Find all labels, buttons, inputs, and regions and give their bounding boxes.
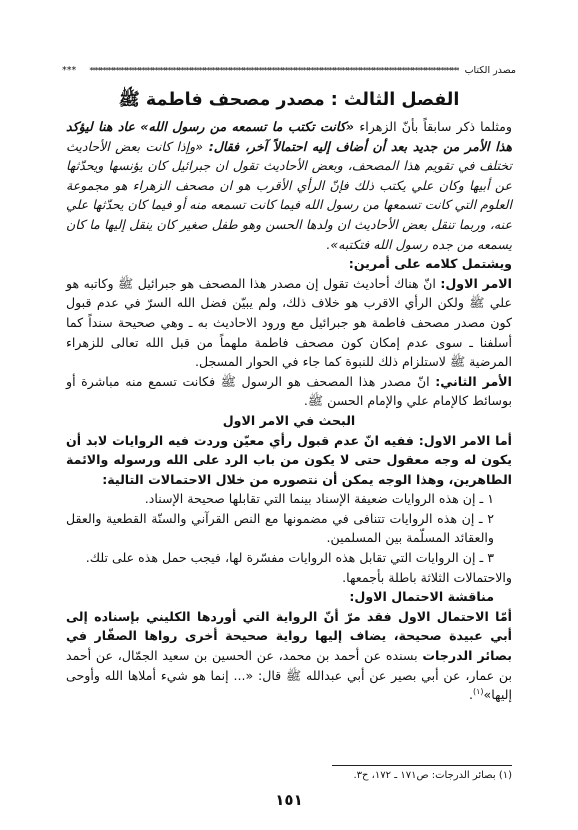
second-matter-text: انّ مصدر هذا المصحف هو الرسول ﷺ فكانت تسمع منه مباشرة أو بوسائط كالإمام علي والإمام الحسن ﷺ. [66,373,512,409]
section-lead-label: أما الامر الاول: [418,432,512,448]
running-header-title: مصدر الكتاب [464,65,516,76]
footnote-divider [332,765,512,766]
chapter-title-text: الفصل الثالث : مصدر مصحف فاطمة [145,90,460,110]
chapter-title [62,88,516,112]
first-matter-text: انّ هناك أحاديث تقول إن مصدر هذا المصحف هو جبرائيل ﷺ وكاتبه هو علي ﷺ ولكن الرأي الاقرب هو خلاف ذلك، ولم يبيّن فضل الله السرّ في عدم قبول كون مصدر مصحف فاطمة هو جبرائيل مع ورود الاحاديث به ـ وهي صحيحة سنداً كما أسلفنا ـ سوى عدم إمكان كون مصحف فاطمة ملهماً من قبل الله تعالى للزهراء المرضية ﷺ لاستلزام ذلك للنبوة كما جاء في الحوار المسجل. [66,275,512,370]
section-heading: البحث في الامر الاول [222,412,356,428]
intro-text-b: «كانت تكتب ما تسمعه من رسول الله» عاد هنا ليؤكد هذا الأمر من جديد بعد أن أضاف إليه احتمالاً آخر، فقال: [66,119,512,154]
second-matter-paragraph [66,372,512,411]
intro-text-a: ومثلما ذكر سابقاً بأنّ الزهراء [359,119,513,134]
first-matter-label: الامر الاول: [440,275,512,291]
body-text [66,117,512,705]
section-lead-text: ففيه انّ عدم قبول رأي معيّن وردت فيه الروايات لابد أن يكون له وجه معقول حتى لا يكون من باب الرد على الله ورسوله والائمة الطاهرين، وهذا الوجه يمكن أن نتصوره من خلال الاحتمالات التالية: [66,432,512,487]
list-item: ١ ـ إن هذه الروايات ضعيفة الإسناد بينما التي تقابلها صحيحة الإسناد. [144,491,494,507]
page-number: ١٥١ [275,791,303,809]
discussion-end: . [468,687,473,703]
second-matter-label: الأمر الثاني: [435,373,512,389]
list-item: ٢ ـ إن هذه الروايات تتنافى في مضمونها مع النص القرآني والسنّة القطعية والعقل والعقائد المسلّمة بين المسلمين. [66,510,494,546]
first-matter-paragraph [66,274,512,372]
running-header [62,64,516,78]
section-lead-paragraph [66,431,512,490]
discussion-bold-text: أمّا الاحتمال الاول فقد مرّ أنّ الرواية التي أوردها الكليني بإسناده إلى أبي عبيدة صحيحة، يضاف إليها رواية صحيحة أخرى رواها الصفّار في بصائر الدرجات [66,608,512,664]
list-item: ٣ ـ إن الروايات التي تقابل هذه الروايات مفسّرة لها، فيجب حمل هذه على تلك. [85,550,494,566]
footnote: (١) بصائر الدرجات: ص١٧١ ـ ١٧٢، ح٣. [353,770,512,781]
intro-paragraph [66,117,512,254]
two-matters-line: ويشتمل كلامه على أمرين: [348,256,512,272]
running-header-stars: *** [62,65,77,76]
discussion-text: بسنده عن أحمد بن محمد، عن الحسين بن سعيد الجمّال، عن أحمد بن عمار، عن أبي بصير عن أبي عبدالله ﷺ قال: «... إنما هو شيء أملاها الله وأوحى إليها» [66,648,512,703]
intro-quote: «وإذا كانت بعض الأحاديث تختلف في تقويم هذا المصحف، وبعض الأحاديث تقول ان جبرائيل كان يؤنسها ويحدّثها عن أبيها وكان علي يكتب ذلك فإنّ الرأي الأقرب هو ان مصحف الزهراء هو مجموعة العلوم التي كانت تسمعها من رسول الله فيما كانت تسمعه منه أو فيما كان يحدّثها علي عنه، وربما تنقل بعض الأحاديث ان ولدها الحسن وهو طفل صغير كان ينقل إليها ما كان يسمعه من جده رسول الله فتكتبه». [66,138,512,252]
salutation-glyph: ﷺ [118,90,140,110]
discussion-paragraph [66,607,512,705]
footnote-marker: (١) [472,687,484,697]
conclusion-line: والاحتمالات الثلاثة باطلة بأجمعها. [342,569,512,585]
discussion-heading: مناقشة الاحتمال الاول: [349,589,494,605]
running-header-rule: ********************************************************************************************************************************************** [89,66,459,75]
